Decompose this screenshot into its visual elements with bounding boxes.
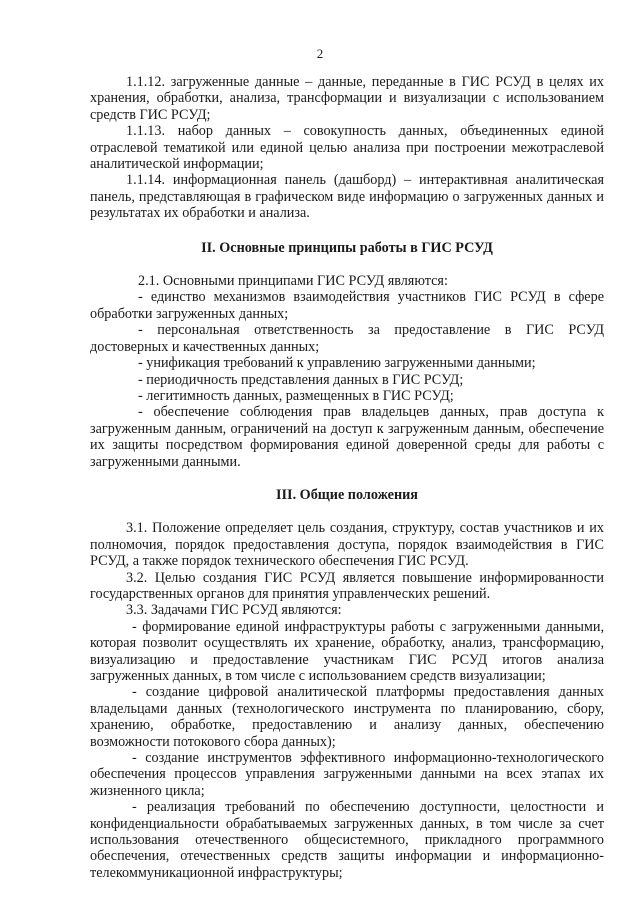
principle-item: - обеспечение соблюдения прав владельцев данных, прав доступа к загруженным данным, ограничений на доступ к загруженным данным, обеспечение их защиты посредством формирования единой доверенной среды для работы с загруженными данными. [90,404,604,470]
paragraph-3-1: 3.1. Положение определяет цель создания, структуру, состав участников и их полномочия, порядок предоставления доступа, порядок взаимодействия в ГИС РСУД, а также порядок технического обеспечения ГИС РСУД. [90,520,604,570]
principle-item: - периодичность представления данных в ГИС РСУД; [138,371,464,388]
definition-1-1-14: 1.1.14. информационная панель (дашборд) – интерактивная аналитическая панель, представляющая в графическом виде информацию о загруженных данных и результатах их обработки и анализа. [90,172,604,222]
section-2-intro: 2.1. Основными принципами ГИС РСУД являются: [138,273,448,290]
section-2-heading: II. Основные принципы работы в ГИС РСУД [201,239,493,256]
section-3-heading: III. Общие положения [276,486,418,503]
page-number: 2 [316,46,324,61]
task-item: - создание цифровой аналитической платформы предоставления данных владельцами данных (технологического инструмента по планированию, сбору, хранению, обработке, предоставлению и анализу данных, обеспечению возможности потокового сбора данных); [90,684,604,750]
task-item: - реализация требований по обеспечению доступности, целостности и конфиденциальности обрабатываемых загруженных данных, в том числе за счет использования отечественного общесистемного, прикладного программного обеспечения, отечественных средств защиты информации и информационно-телекоммуникационной инфраструктуры; [90,799,604,881]
paragraph-3-3: 3.3. Задачами ГИС РСУД являются: [126,602,342,619]
paragraph-3-2: 3.2. Целью создания ГИС РСУД является повышение информированности государственных органов для принятия управленческих решений. [90,569,604,602]
principle-item: - легитимность данных, размещенных в ГИС РСУД; [138,387,454,404]
task-item: - создание инструментов эффективного информационно-технологического обеспечения процессов управления загруженными данными на всех этапах их жизненного цикла; [90,750,604,799]
principle-item: - унификация требований к управлению загруженными данными; [138,355,536,372]
principle-item: - единство механизмов взаимодействия участников ГИС РСУД в сфере обработки загруженных данных; [90,289,604,322]
definition-1-1-12: 1.1.12. загруженные данные – данные, переданные в ГИС РСУД в целях их хранения, обработки, анализа, трансформации и визуализации с использованием средств ГИС РСУД; [90,74,604,123]
definition-1-1-13: 1.1.13. набор данных – совокупность данных, объединенных единой отраслевой тематикой или единой целью анализа при построении межотраслевой аналитической информации; [90,123,604,173]
page-body [90,74,604,881]
task-item: - формирование единой инфраструктуры работы с загруженными данными, которая позволит осуществлять их хранение, обработку, анализ, трансформацию, визуализацию и предоставление участникам ГИС РСУД итогов анализа загруженных данных, в том числе с использованием средств визуализации; [90,618,604,684]
principle-item: - персональная ответственность за предоставление в ГИС РСУД достоверных и качественных данных; [90,322,604,355]
